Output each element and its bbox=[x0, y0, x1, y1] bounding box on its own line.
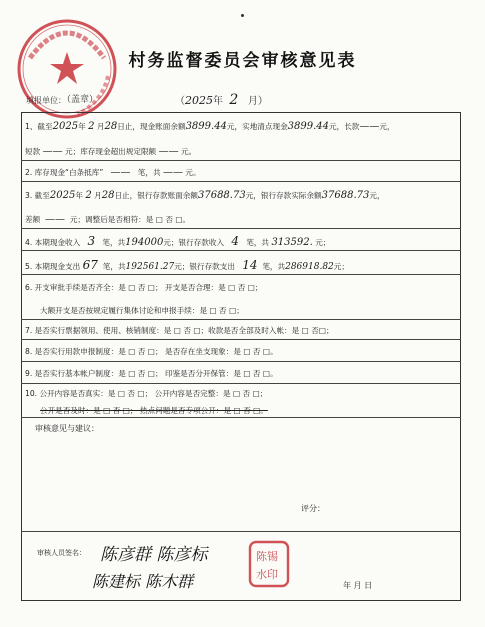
report-month: 2 bbox=[229, 92, 239, 108]
signers-label: 审核人员签名： bbox=[37, 549, 86, 557]
row-disclosure: 10. 公开内容是否真实：是 □ 否 □； 公开内容是否完整：是 □ 否 □； bbox=[25, 389, 268, 398]
divider bbox=[21, 319, 461, 320]
unit-value: （盖章） bbox=[62, 95, 99, 105]
divider bbox=[21, 417, 461, 418]
divider bbox=[21, 181, 461, 182]
signature-line-2: 陈建标 陈木群 bbox=[92, 572, 194, 591]
row-bank-balance: 3. 截至2025年 2 月28日止，银行存款账面余额37688.73元，银行存款实际余额37688.73元， bbox=[25, 190, 385, 201]
row-income: 4. 本期现金收入 3 笔，共194000元；银行存款收入 4 笔，共 313592. 元； bbox=[25, 234, 331, 248]
review-opinion-label: 审核意见与建议： bbox=[35, 424, 99, 433]
unit-label: 填报单位： bbox=[26, 96, 66, 105]
row-iou-cash: 2. 库存现金“白条抵库” —— 笔，共 —— 元。 bbox=[25, 167, 201, 178]
svg-text:陈锡: 陈锡 bbox=[256, 550, 278, 563]
divider bbox=[21, 383, 461, 384]
row-payment-request: 8. 是否实行用款申报制度：是 □ 否 □； 是否存在坐支现象：是 □ 否 □。 bbox=[25, 347, 278, 356]
divider bbox=[21, 250, 461, 251]
row-bank-account: 9. 是否实行基本帐户制度：是 □ 否 □； 印鉴是否分开保管：是 □ 否 □。 bbox=[25, 369, 278, 378]
row-approval: 6. 开支审批手续是否齐全：是 □ 否 □； 开支是否合理：是 □ 否 □； bbox=[25, 283, 263, 292]
divider bbox=[21, 160, 461, 161]
report-date: （2025年 2 月） bbox=[175, 92, 268, 108]
personal-seal-stamp bbox=[248, 540, 290, 588]
sign-date: 年 月 日 bbox=[343, 581, 373, 590]
divider bbox=[21, 531, 461, 532]
scan-dot bbox=[241, 14, 244, 17]
form-title: 村务监督委员会审核意见表 bbox=[128, 51, 357, 71]
divider bbox=[21, 274, 461, 275]
report-year: 2025 bbox=[185, 94, 213, 107]
row-disclosure-timely: 公开是否及时：是 □ 否 □； 热点问题是否专项公开：是 □ 否 □。 bbox=[40, 406, 268, 415]
row-bank-diff: 差额 —— 元；调整后是否相符：是 □ 否 □。 bbox=[25, 214, 191, 225]
row-cash-balance: 1、截至2025年 2 月28日止，现金账面余额3899.44元，实地清点现金3899.44元，长款——元， bbox=[25, 121, 395, 132]
divider bbox=[21, 339, 461, 340]
row-cash-short: 短款 —— 元；库存现金超出规定限额 —— 元。 bbox=[25, 146, 197, 157]
score-label: 评分： bbox=[301, 504, 325, 513]
row-receipts: 7. 是否实行票据领用、使用、核销制度：是 □ 否 □；收款是否全部及时入帐：是 □ 否□； bbox=[25, 326, 334, 335]
signature-line-1: 陈彦群 陈彦标 bbox=[100, 545, 208, 565]
divider bbox=[21, 361, 461, 362]
row-major-expense: 大额开支是否按规定履行集体讨论和申报手续：是 □ 否 □； bbox=[40, 306, 244, 315]
svg-text:水印: 水印 bbox=[256, 568, 278, 581]
row-expense: 5. 本期现金支出 67 笔，共192561.27元；银行存款支出 14 笔，共286918.82元； bbox=[25, 258, 349, 272]
divider bbox=[21, 228, 461, 229]
